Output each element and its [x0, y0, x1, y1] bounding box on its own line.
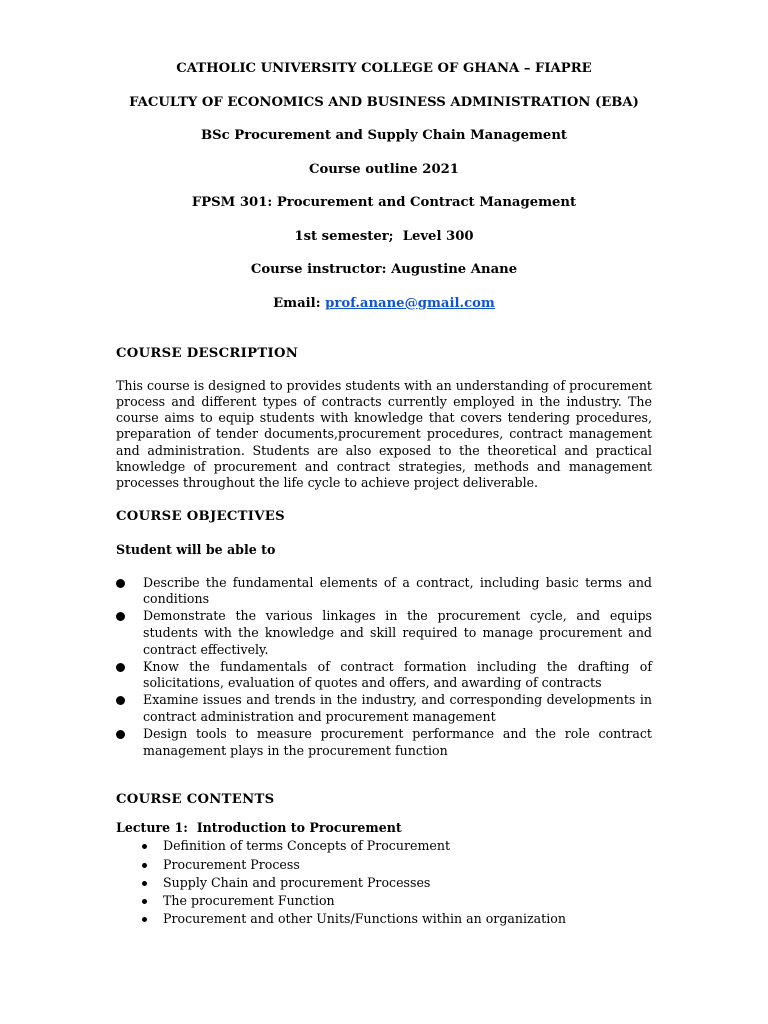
list-item: Know the fundamentals of contract formation including the drafting of solicitations, evaluation of quotes and offers, and awarding of contracts	[116, 659, 652, 693]
program-title: BSc Procurement and Supply Chain Management	[200, 128, 567, 143]
bullet-icon	[116, 696, 125, 705]
course-description-text: This course is designed to provides students with an understanding of procurement process and different types of contracts currently employed in the industry. The course aims to equip students with knowledge that covers tendering procedures, preparation of tender documents,procurement procedures, contract management and administration. Students are also exposed to the theoretical and practical knowledge of procurement and contract strategies, methods and management processes throughout the life cycle to achieve project deliverable.	[116, 377, 652, 491]
list-item: Design tools to measure procurement performance and the role contract management plays in the procurement function	[116, 726, 652, 760]
outline-title: Course outline 2021	[308, 161, 459, 177]
bullet-icon	[142, 917, 147, 922]
list-item: Examine issues and trends in the industry, and corresponding developments in contract administration and procurement management	[116, 692, 652, 726]
bullet-icon	[142, 844, 147, 849]
course-contents-heading: COURSE CONTENTS	[116, 792, 275, 808]
bullet-icon	[116, 730, 125, 739]
objectives-list	[116, 575, 652, 760]
course-title: FPSM 301: Procurement and Contract Management	[191, 195, 577, 210]
email-line	[116, 296, 652, 312]
email-label: Email:	[273, 295, 326, 311]
objectives-intro: Student will be able to	[116, 541, 276, 557]
email-link[interactable]: prof.anane@gmail.com	[325, 295, 495, 311]
list-item: The procurement Function	[116, 892, 652, 910]
bullet-icon	[116, 579, 125, 588]
list-item: Definition of terms Concepts of Procurement	[116, 837, 652, 855]
list-item: Describe the fundamental elements of a contract, including basic terms and conditions	[116, 575, 652, 609]
lecture-1-list	[116, 837, 652, 928]
instructor-line: Course instructor: Augustine Anane	[250, 262, 518, 277]
list-item: Demonstrate the various linkages in the procurement cycle, and equips students with the knowledge and skill required to manage procurement and contract effectively.	[116, 608, 652, 658]
list-item: Supply Chain and procurement Processes	[116, 874, 652, 892]
course-objectives-heading: COURSE OBJECTIVES	[116, 508, 285, 524]
lecture-1-title: Lecture 1: Introduction to Procurement	[116, 820, 402, 836]
university-title: CATHOLIC UNIVERSITY COLLEGE OF GHANA – FIAPRE	[176, 61, 592, 76]
semester-line: 1st semester; Level 300	[294, 228, 474, 244]
bullet-icon	[142, 881, 147, 886]
list-item: Procurement Process	[116, 856, 652, 874]
faculty-title: FACULTY OF ECONOMICS AND BUSINESS ADMINISTRATION (EBA)	[129, 94, 639, 110]
bullet-icon	[142, 899, 147, 904]
course-description-heading: COURSE DESCRIPTION	[116, 345, 299, 361]
list-item: Procurement and other Units/Functions within an organization	[116, 910, 652, 928]
bullet-icon	[142, 863, 147, 868]
bullet-icon	[116, 663, 125, 672]
bullet-icon	[116, 612, 125, 621]
